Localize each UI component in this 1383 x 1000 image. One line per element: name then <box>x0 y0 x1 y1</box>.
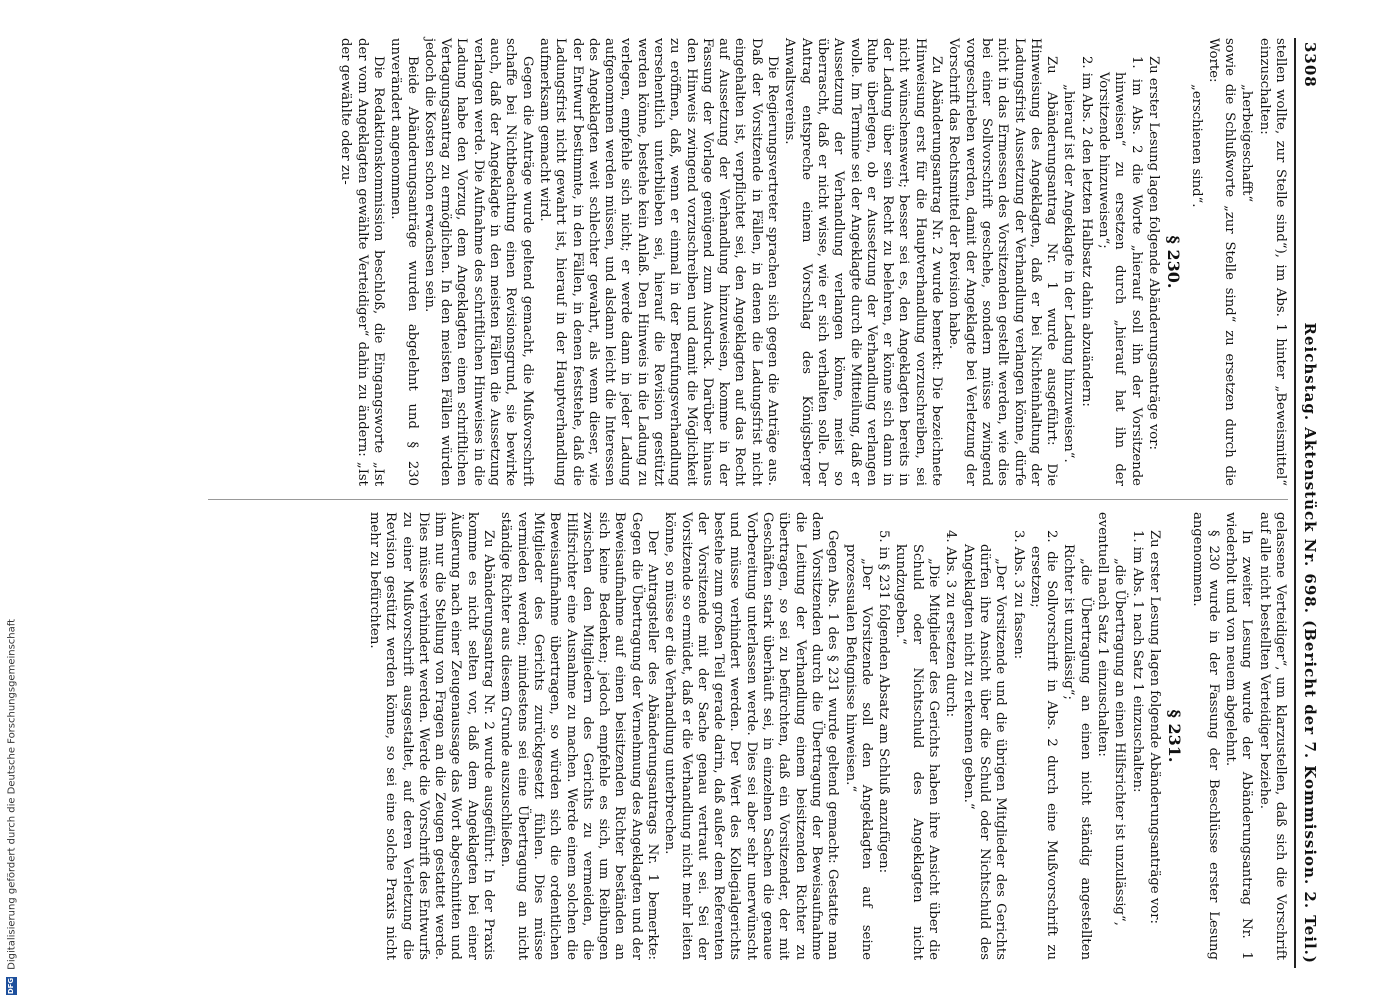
right-column <box>208 512 1288 960</box>
quoted-text: „hierauf ist der Angeklagte in der Ladung hinzuweisen“. <box>1061 84 1077 463</box>
paragraph: Gegen Abs. 1 des § 231 wurde geltend gemacht: Gestatte man dem Vorsitzenden durch die Übertragung der Beweisaufnahme die Leitung der Verhandlung einem beisitzenden Richter zu übertragen, so sei zu befürchten, daß ein Vorsitzender, der mit Geschäften stark überhäuft sei, in einzelnen Sachen die genaue Vorbereitung unterlassen werde. Dies sei aber sehr unerwünscht und müsse verhindert werden. Der Wert des Kollegialgerichts bestehe zum großen Teil gerade darin, daß außer dem Referenten der Vorsitzende mit der Sache genau vertraut sei. Sei der Vorsitzende so ermüdet, daß er die Verhandlung nicht mehr leiten könne, so müsse er die Verhandlung unterbrechen. <box>662 512 841 960</box>
quoted-text: „die Übertragung an einen Hilfsrichter ist unzulässig“, <box>1112 558 1128 926</box>
dfg-logo: DFG <box>7 977 15 995</box>
paragraph: sowie die Schlußworte „zur Stelle sind“ zu ersetzen durch die Worte: <box>1205 38 1238 486</box>
quoted-text: „Die Mitglieder des Gerichts haben ihre Ansicht über die Schuld oder Nichtschuld des Angeklagten nicht kundzugeben.“ <box>893 544 942 960</box>
section-heading: § 231. <box>1165 709 1185 763</box>
paragraph: Zu erster Lesung lagen folgende Abänderungsanträge vor: <box>1145 56 1161 450</box>
paragraph: Zu Abänderungsantrag Nr. 2 wurde ausgeführt: In der Praxis komme es nicht selten vor, daß dem Angeklagten bei einer Äußerung nach einer Zeugenaussage das Wort abgeschnitten und ihm nur die Stellung von Fragen an die Zeugen gestattet werde. Dies müsse verhindert werden. Werde die Vorschrift des Entwurfs zu einer Mußvorschrift ausgestaltet, auf deren Verletzung die Revision gestützt werden könne, so sei eine solche Praxis nicht mehr zu befürchten. <box>366 512 497 960</box>
left-column <box>208 38 1288 486</box>
numbered-item: 4. Abs. 3 zu ersetzen durch: <box>943 530 959 718</box>
paragraph: Beide Abänderungsanträge wurden abgelehnt und § 230 unverändert angenommen. <box>388 38 420 486</box>
paragraph: Zu Abänderungsantrag Nr. 1 wurde ausgeführt: Die Hinweisung des Angeklagten, daß er bei Nichteinhaltung der Ladungsfrist Aussetzung der Verhandlung verlangen könne, dürfe nicht in das Ermessen des Vorsitzenden gestellt werden, wie dies bei einer Sollvorschrift geschehe, sondern müsse zwingend vorgeschrieben werden, damit der Angeklagte bei Verletzung der Vorschrift das Rechtsmittel der Revision habe. <box>946 38 1060 486</box>
credit-text: Digitalisierung gefördert durch die Deutsche Forschungsgemeinschaft <box>6 618 18 970</box>
numbered-item: 1. im Abs. 2 die Worte „hierauf soll ihn der Vorsitzende hinweisen“ zu ersetzen durch „hierauf hat ihn der Vorsitzende hinzuweisen“; <box>1096 56 1144 486</box>
quoted-text: „die Übertragung an einen nicht ständig angestellten Richter ist unzulässig“; <box>1061 544 1093 960</box>
running-title: Reichstag. Aktenstück Nr. 698. (Bericht der 7. Kommission. 2. Teil.) <box>1301 322 1319 964</box>
paragraph: eventuell nach Satz 1 einzuschalten: <box>1095 512 1111 757</box>
numbered-item: 2. die Sollvorschrift in Abs. 2 durch eine Mußvorschrift zu ersetzen; <box>1027 530 1060 960</box>
section-heading: § 230. <box>1164 235 1184 289</box>
paragraph: stellen wollte, zur Stelle sind“), im Abs. 1 hinter „Beweismittel“ einzuschalten: <box>1256 38 1288 486</box>
paragraph: Der Antragsteller des Abänderungsantrags Nr. 1 bemerkte: Gegen die Übertragung der Vernehmung des Angeklagten und der Beweisaufnahme auf einen beisitzenden Richter beständen an sich keine Bedenken; jedoch empfehle es sich, um Reibungen zwischen den Mitgliedern des Gerichts zu vermeiden, die Hilfsrichter eine Ausnahme zu machen. Werde einem solchen die Beweisaufnahme übertragen, so würden sich die ordentlichen Mitglieder des Gerichts zurückgesetzt fühlen. Dies müsse vermieden werden; mindestens sei eine Übertragung an nicht ständige Richter aus diesem Grunde auszuschließen. <box>498 512 661 960</box>
paragraph: In zweiter Lesung wurde der Abänderungsantrag Nr. 1 wiederholt und von neuem abgelehnt. <box>1223 512 1255 960</box>
paragraph: Zu erster Lesung lagen folgende Abänderungsanträge vor: <box>1146 530 1162 924</box>
quoted-text: „herbeigeschafft“ <box>1239 84 1255 203</box>
quoted-text: „erschienen sind“. <box>1188 84 1204 208</box>
paragraph: Gegen die Anträge wurde geltend gemacht, die Mußvorschrift schaffe bei Nichtbeachtung einen Revisionsgrund, sie bewirke auch, daß der Angeklagte in den meisten Fällen die Aussetzung verlangen werde. Die Aufnahme des schriftlichen Hinweises in die Ladung habe den Vorzug, dem Angeklagten einen schriftlichen Vertagungsantrag zu ermöglichen. In den meisten Fällen würden jedoch die Kosten schon erwachsen sein. <box>421 38 535 486</box>
rotated-page-content <box>202 38 1322 968</box>
quoted-text: „Der Vorsitzende soll den Angeklagten auf seine prozessualen Befugnisse hinweisen.“ <box>842 544 874 960</box>
paragraph: Die Regierungsvertreter sprachen sich gegen die Anträge aus. Daß der Vorsitzende in Fällen, in denen die Ladungsfrist nicht eingehalten ist, verpflichtet sei, den Angeklagten auf das Recht auf Aussetzung der Verhandlung hinzuweisen, komme in der Fassung der Vorlage genügend zum Ausdruck. Darüber hinaus den Hinweis zwingend vorzuschreiben und damit die Möglichkeit zu eröffnen, daß, wenn er einmal in der Berufungsverhandlung versehentlich unterblieben sei, hierauf die Revision gestützt werden könne, bestehe kein Anlaß. Den Hinweis in die Ladung zu verlegen, empfehle sich nicht; er werde dann in jeder Ladung aufgenommen werden müssen, und alsdann leicht die Interessen des Angeklagten weit schlechter gewahrt, als wenn dieser, wie der Entwurf bestimmte, in den Fällen, in denen feststehe, daß die Ladungsfrist nicht gewahrt ist, hierauf in der Hauptverhandlung aufmerksam gemacht wird. <box>536 38 781 486</box>
numbered-item: 5. in § 231 folgenden Absatz am Schluß anzufügen: <box>876 530 892 874</box>
page-header <box>1294 38 1322 968</box>
page-number: 3308 <box>1301 42 1319 88</box>
paragraph: Zu Abänderungsantrag Nr. 2 wurde bemerkt: Die bezeichnete Hinweisung erst für die Hauptverhandlung vorzuschreiben, sei nicht wünschenswert; besser sei es, den Angeklagten bereits in der Ladung über sein Recht zu belehren, er könne sich dann in Ruhe überlegen, ob er Aussetzung der Verhandlung verlangen wolle. Im Termine sei der Angeklagte durch die Mitteilung, daß er Aussetzung der Verhandlung verlangen könne, meist so überrascht, daß er nicht wisse, wie er sich verhalten solle. Der Antrag entspreche einem Vorschlag des Königsberger Anwaltsvereins. <box>782 38 945 486</box>
paragraph: § 230 wurde in der Fassung der Beschlüsse erster Lesung angenommen. <box>1189 512 1221 960</box>
paragraph: gelassene Verteidiger“, um klarzustellen, daß sich die Vorschrift auf alle nicht bestellten Verteidiger beziehe. <box>1256 512 1288 960</box>
numbered-item: 2. im Abs. 2 den letzten Halbsatz dahin abzuändern: <box>1078 56 1094 407</box>
quoted-text: „Der Vorsitzende und die übrigen Mitglieder des Gerichts dürfen ihre Ansicht über die Schuld oder Nichtschuld des Angeklagten nicht zu erkennen geben.“ <box>960 544 1009 960</box>
numbered-item: 3. Abs. 3 zu fassen: <box>1010 530 1026 660</box>
digitization-credit <box>6 619 18 995</box>
column-divider <box>208 499 1288 500</box>
paragraph: Die Redaktionskommission beschloß, die Eingangsworte „Ist der vom Angeklagten gewählte Verteidiger“ dahin zu ändern: „Ist der gewählte oder zu- <box>338 38 386 486</box>
numbered-item: 1. im Abs. 1 nach Satz 1 einzuschalten: <box>1129 530 1145 793</box>
